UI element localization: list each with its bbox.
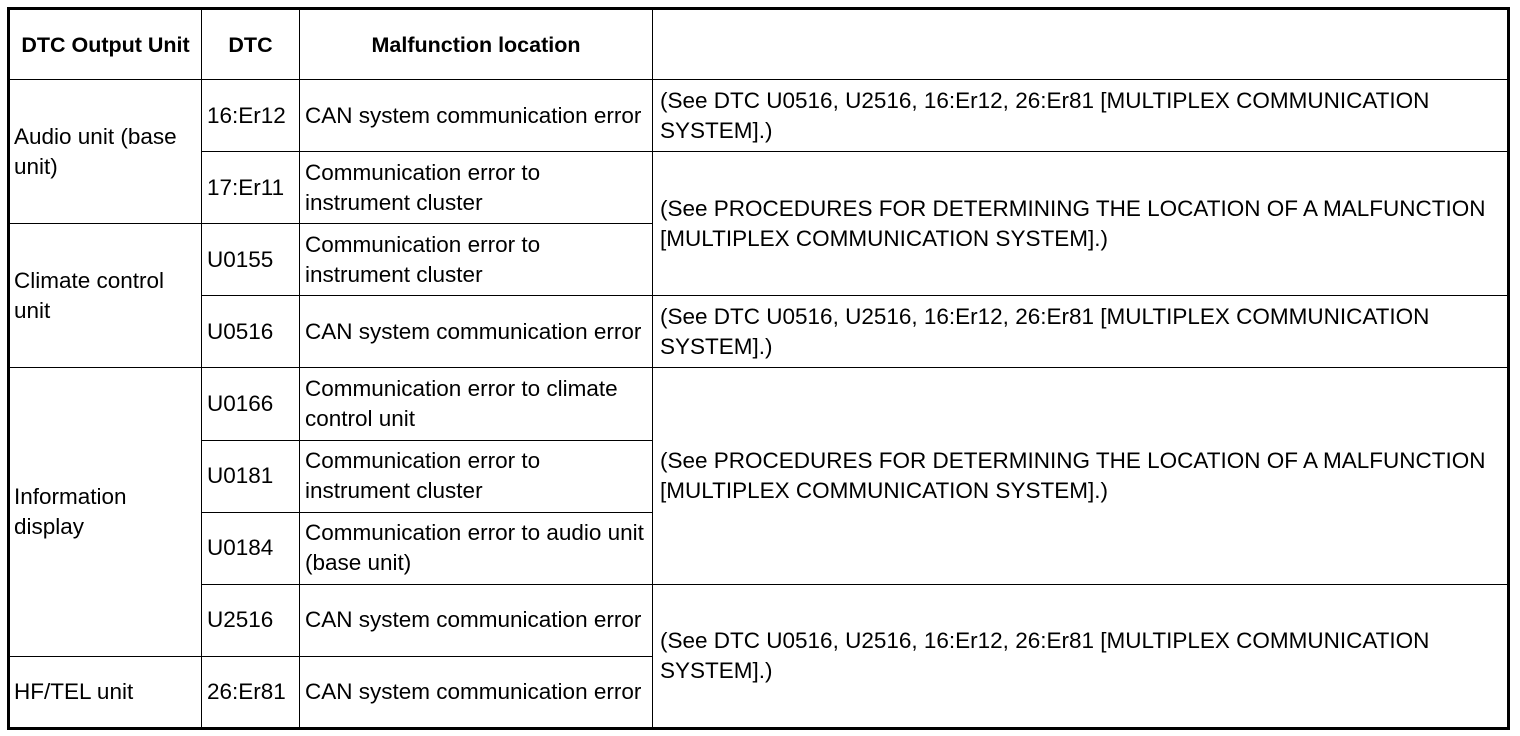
table-row — [9, 80, 1509, 152]
dtc-code: U0181 — [202, 440, 300, 512]
table-row — [9, 296, 1509, 368]
reference-see-dtc: (See DTC U0516, U2516, 16:Er12, 26:Er81 [MULTIPLEX COMMUNICATION SYSTEM].) — [653, 296, 1509, 368]
table-row — [9, 152, 1509, 224]
malfunction-location: CAN system communication error — [300, 656, 653, 728]
malfunction-location: Communication error to instrument cluster — [300, 224, 653, 296]
malfunction-location: Communication error to audio unit (base unit) — [300, 512, 653, 584]
dtc-code: 17:Er11 — [202, 152, 300, 224]
header-unit: DTC Output Unit — [9, 9, 202, 80]
reference-see-procedures: (See PROCEDURES FOR DETERMINING THE LOCATION OF A MALFUNCTION [MULTIPLEX COMMUNICATION SYSTEM].) — [653, 152, 1509, 296]
table-row — [9, 368, 1509, 440]
malfunction-location: Communication error to instrument cluster — [300, 152, 653, 224]
reference-see-procedures: (See PROCEDURES FOR DETERMINING THE LOCATION OF A MALFUNCTION [MULTIPLEX COMMUNICATION SYSTEM].) — [653, 368, 1509, 584]
malfunction-location: CAN system communication error — [300, 80, 653, 152]
unit-cell-audio: Audio unit (base unit) — [9, 80, 202, 224]
malfunction-location: Communication error to climate control unit — [300, 368, 653, 440]
malfunction-location: CAN system communication error — [300, 296, 653, 368]
dtc-code: 16:Er12 — [202, 80, 300, 152]
dtc-code: U0166 — [202, 368, 300, 440]
header-reference — [653, 9, 1509, 80]
dtc-code: U0184 — [202, 512, 300, 584]
dtc-code: U0516 — [202, 296, 300, 368]
dtc-table — [7, 7, 1510, 730]
table-row — [9, 584, 1509, 656]
unit-cell-hftel: HF/TEL unit — [9, 656, 202, 728]
dtc-code: U2516 — [202, 584, 300, 656]
header-location: Malfunction location — [300, 9, 653, 80]
reference-see-dtc: (See DTC U0516, U2516, 16:Er12, 26:Er81 [MULTIPLEX COMMUNICATION SYSTEM].) — [653, 584, 1509, 728]
unit-cell-information-display: Information display — [9, 368, 202, 656]
header-row — [9, 9, 1509, 80]
header-dtc: DTC — [202, 9, 300, 80]
dtc-code: 26:Er81 — [202, 656, 300, 728]
dtc-code: U0155 — [202, 224, 300, 296]
malfunction-location: Communication error to instrument cluster — [300, 440, 653, 512]
malfunction-location: CAN system communication error — [300, 584, 653, 656]
reference-see-dtc: (See DTC U0516, U2516, 16:Er12, 26:Er81 [MULTIPLEX COMMUNICATION SYSTEM].) — [653, 80, 1509, 152]
unit-cell-climate: Climate control unit — [9, 224, 202, 368]
